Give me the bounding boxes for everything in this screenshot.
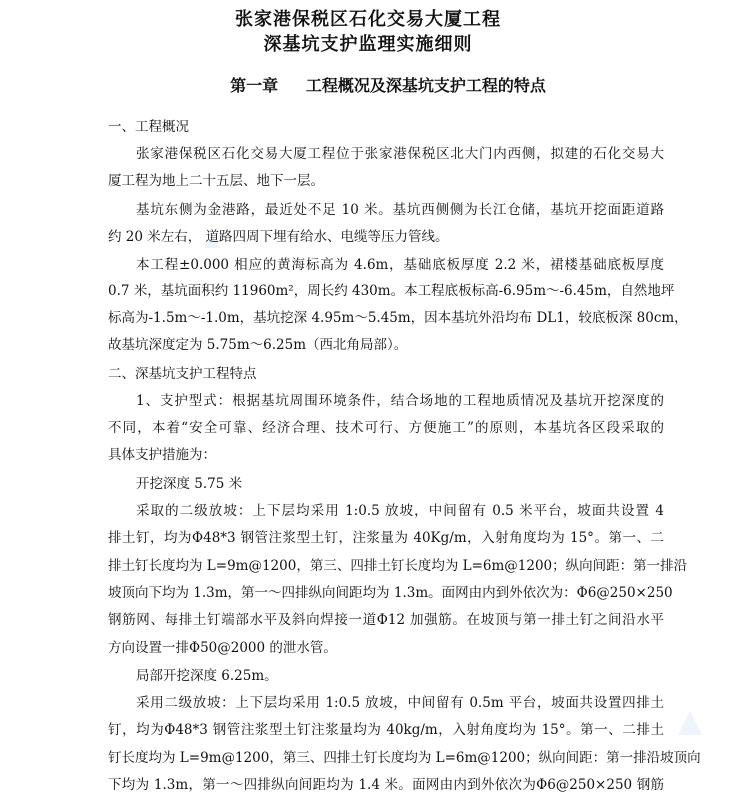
paragraph-line: 故基坑深度定为 5.75m～6.25m（西北角局部）。 [108,337,408,353]
paragraph-line: 排土钉长度均为 L=9m@1200，第三、四排土钉长度均为 L=6m@1200；纵向间距：第一排沿 [108,558,688,574]
paragraph-line: 约 20 米左右， 道路四周下埋有给水、电缆等压力管线。 [108,229,449,245]
paragraph-line: 钉，均为Φ48*3 钢管注浆型土钉注浆量均为 40kg/m，入射角度均为 15°。第一、二排土 [108,722,664,738]
paragraph-line: 本工程±0.000 相应的黄海标高为 4.6m，基础底板厚度 2.2 米，裙楼基础底板厚度 [136,257,664,273]
document-title-line1: 张家港保税区石化交易大厦工程 [235,9,501,30]
paragraph-line: 1、支护型式：根据基坑周围环境条件，结合场地的工程地质情况及基坑开挖深度的 [136,393,664,409]
paragraph-line: 采取的二级放坡：上下层均采用 1:0.5 放坡，中间留有 0.5 米平台，坡面共设置 4 [136,503,664,519]
document-title-line2: 深基坑支护监理实施细则 [263,34,473,55]
paragraph-line: 张家港保税区石化交易大厦工程位于张家港保税区北大门内西侧，拟建的石化交易大 [136,146,664,162]
paragraph-line: 钉长度均为 L=9m@1200，第三、四排土钉长度均为 L=6m@1200；纵向间距：第一排沿坡顶向 [108,750,701,766]
section-heading-overview: 一、工程概况 [108,119,189,135]
paragraph-line: 排土钉，均为Φ48*3 钢管注浆型土钉，注浆量为 40Kg/m，入射角度均为 15°。第一、二 [108,530,664,546]
paragraph-line: 采用二级放坡：上下层均采用 1:0.5 放坡，中间留有 0.5m 平台，坡面共设置四排土 [136,695,664,711]
paragraph-line: 方向设置一排Φ50@2000 的泄水管。 [108,640,337,656]
watermark-mark [672,705,708,741]
paragraph-line: 坡顶向下均为 1.3m，第一～四排纵向间距均为 1.3m。面网由内到外依次为：Φ6@250×250 [108,585,673,601]
subheading-depth-625: 局部开挖深度 6.25m。 [136,668,278,684]
subheading-depth-575: 开挖深度 5.75 米 [136,476,243,492]
paragraph-line: 基坑东侧为金港路，最近处不足 10 米。基坑西侧侧为长江仓储，基坑开挖面距道路 [136,202,664,218]
paragraph-line: 具体支护措施为： [108,447,216,463]
chapter-heading: 第一章 工程概况及深基坑支护工程的特点 [230,76,546,95]
paragraph-line: 下均为 1.3m，第一～四排纵向间距均为 1.4 米。面网由内到外依次为Φ6@250×250 钢筋 [108,777,664,793]
section-heading-features: 二、深基坑支护工程特点 [108,366,257,382]
paragraph-line: 钢筋网、每排土钉端部水平及斜向焊接一道Φ12 加强筋。在坡顶与第一排土钉之间沿水平 [108,612,664,628]
paragraph-line: 不同，本着“安全可靠、经济合理、技术可行、方便施工”的原则，本基坑各区段采取的 [108,420,664,436]
paragraph-line: 0.7 米，基坑面积约 11960m²，周长约 430m。本工程底板标高-6.95m～-6.45m，自然地坪 [108,283,675,299]
paragraph-line: 厦工程为地上二十五层、地下一层。 [108,173,324,189]
paragraph-line: 标高为-1.5m～-1.0m，基坑挖深 4.95m～5.45m，因本基坑外沿均布 DL1，较底板深 80cm， [108,310,688,326]
